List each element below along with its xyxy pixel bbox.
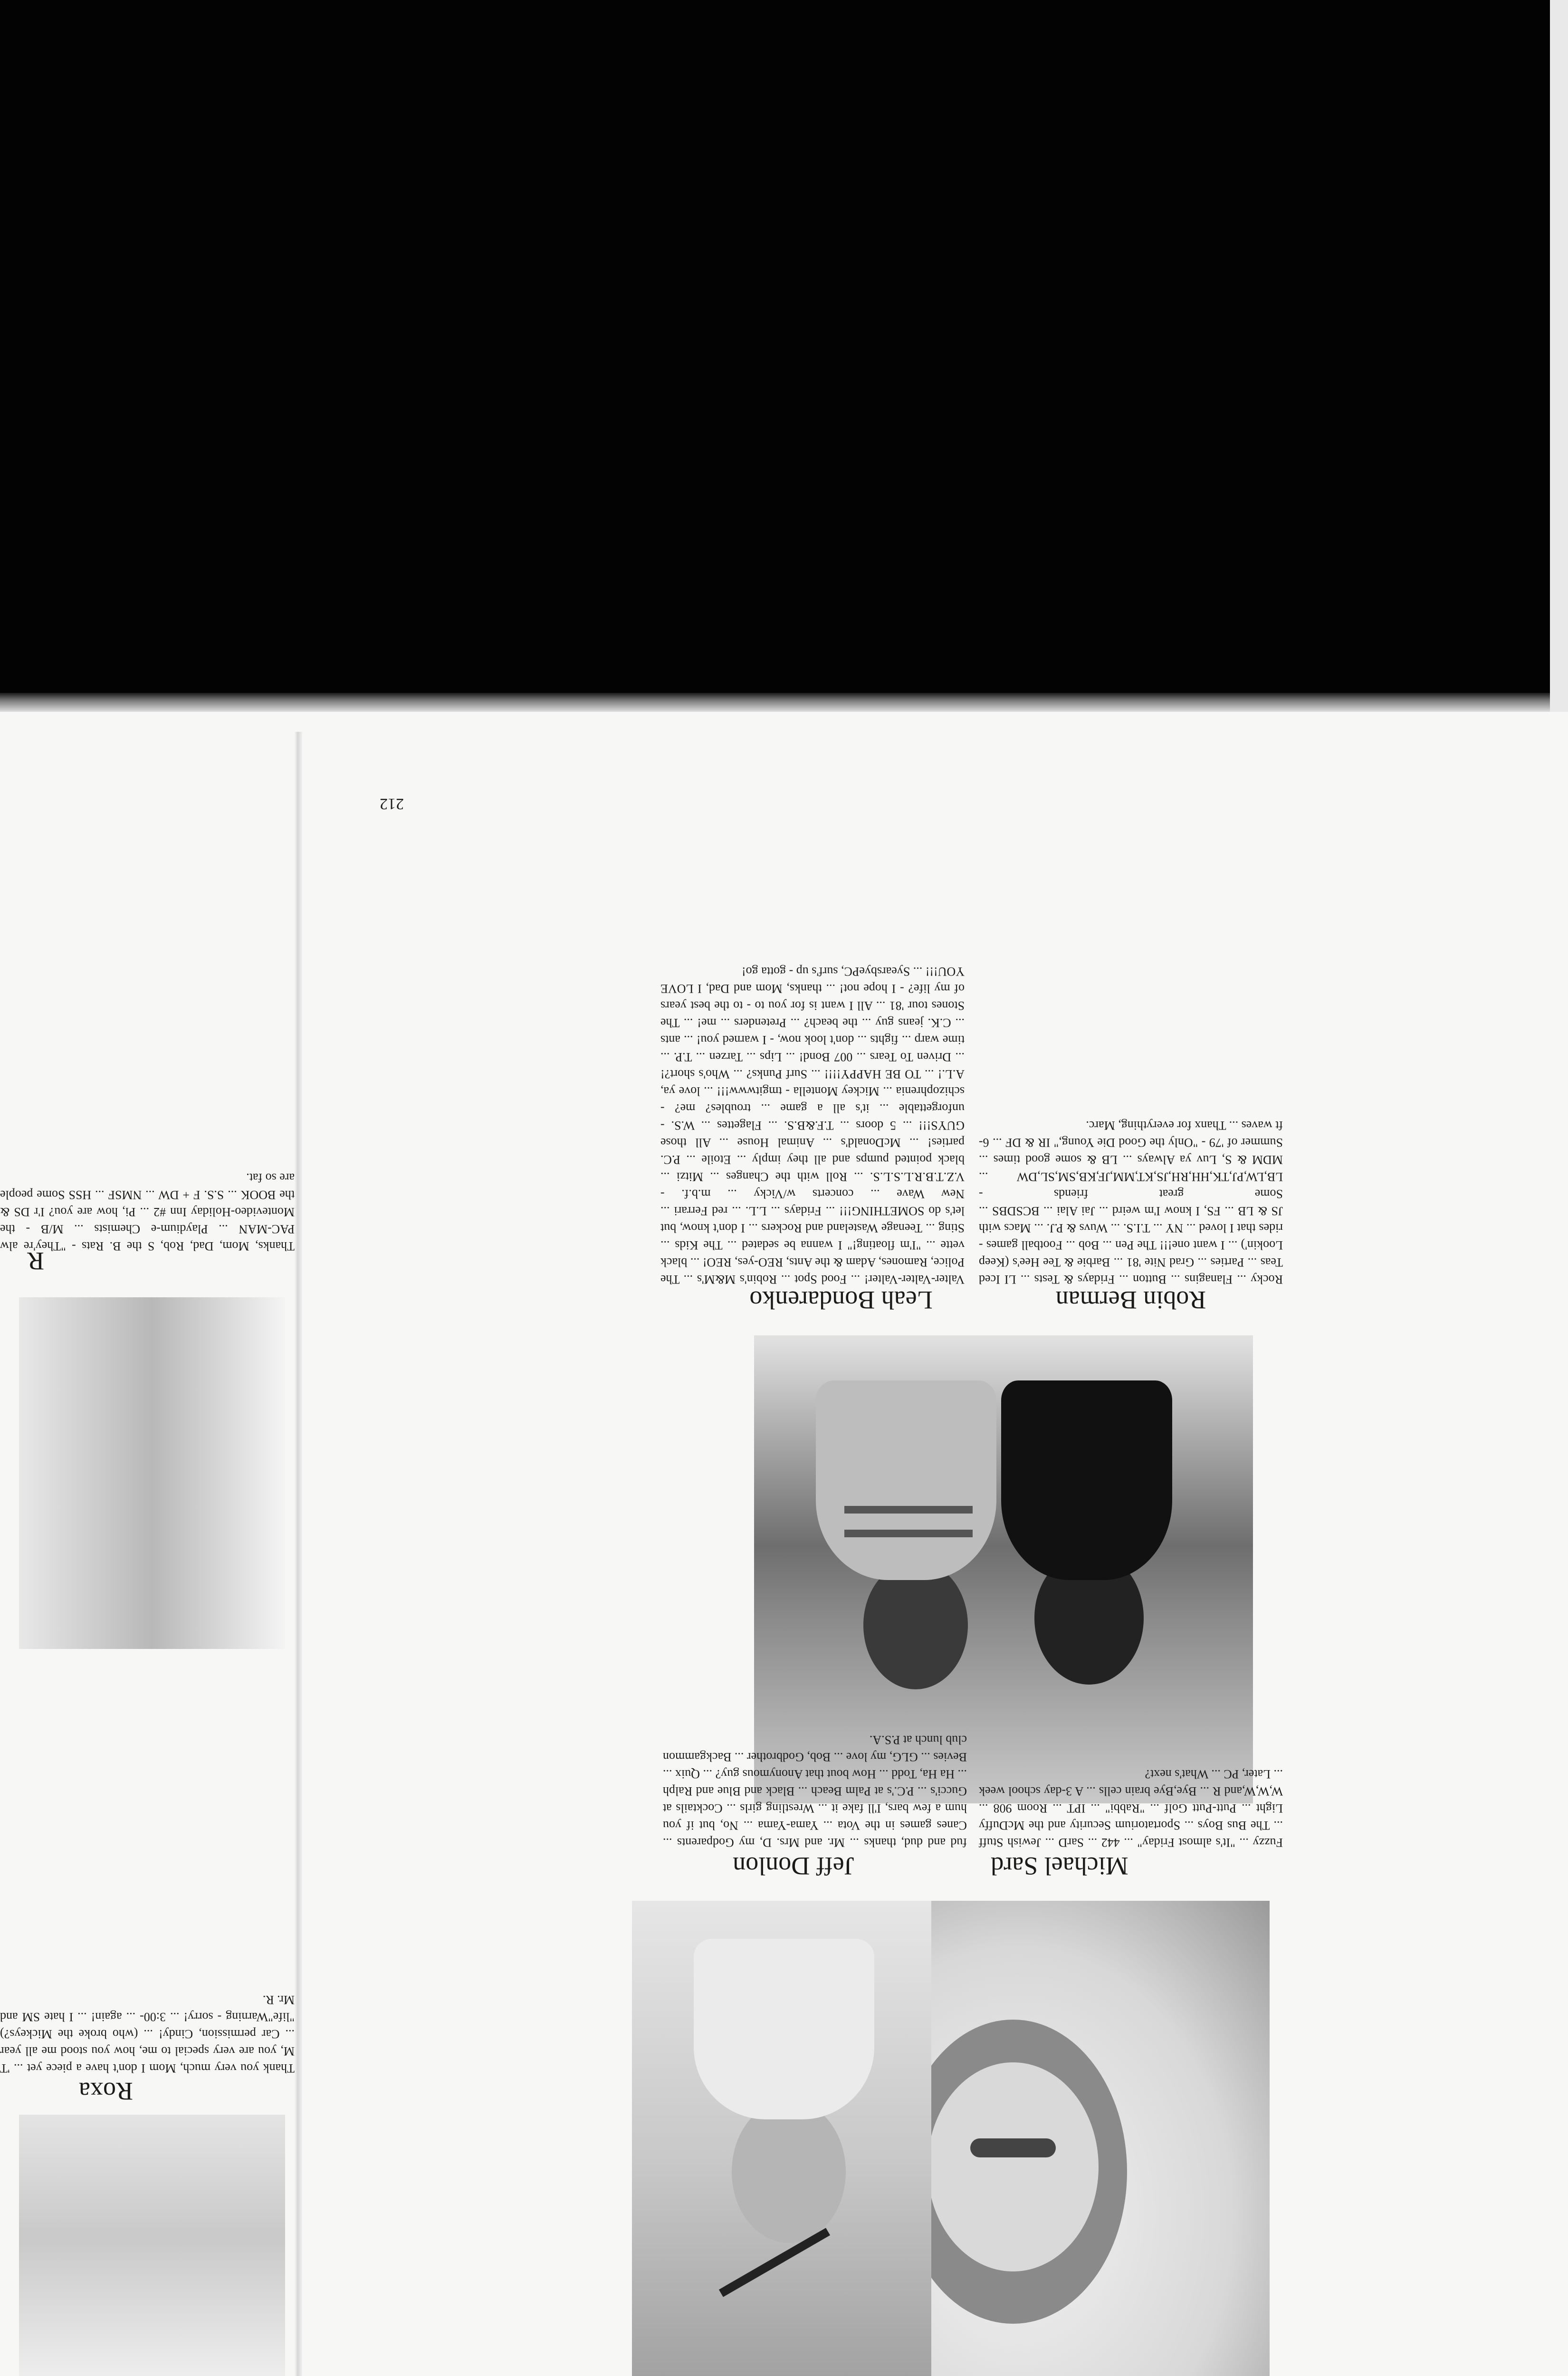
student-bio: Thank you very much, Mom I don't have a piece yet ... 'T M, you are very special to me, how you stood me all year ... Car permission, Cindy! ... (who broke the Mickeys?) "life"Warning - sorry! ... 3:00- ... again! ... I hate SM and Mr. R. [0,1993,295,2075]
page-number: 212 [380,795,404,813]
student-name: Robin Berman [1055,1286,1206,1314]
student-name: Roxa [79,2077,133,2106]
student-name: Leah Bondarenko [749,1286,933,1314]
page-gutter [295,732,302,2376]
photo-jeff-donlon [632,1901,931,2376]
photo-fragment-lower [19,2115,285,2376]
student-name: R [27,1247,45,1275]
photo-fragment-upper [19,1297,285,1649]
student-bio: fud and dud, thanks ... Mr. and Mrs. D, my Godparents ... Canes games in the Vota ... Yama-Yama ... No, but if you hum a few bars, I'll fake it ... Wrestling girls ... Cocktails at Gucci's ... P.C.'s at Palm Beach ... Black and Blue and Ralph ... Ha Ha, Todd ... How bout that Anonymous guy? ... Quix ... Bevies ... GLG, my love ... Bob, Godbrother ... Backgammon club lunch at P.S.A. [663,1733,967,1849]
facing-page-black [0,0,1550,712]
student-name: Jeff Donlon [733,1852,854,1880]
student-bio: Fuzzy ... "It's almost Friday" ... 442 ... SarD ... Jewish Stuff ... The Bus Boys ... Sportatorium Security and the McDuffy Light ... Putt-Putt Golf ... "Rabbi" ... IPT ... Room 908 ... W,W,W,and R ... Bye,Bye brain cells ... A 3-day school week ... Later, PC ... What's next? [979,1767,1283,1849]
book-binding [1550,0,1568,712]
student-bio: Valter-Valter-Valter! ... Food Spot ... Robin's M&M's ... The Police, Ramones, Adam & the Ants, REO-yes, REO! ... black vette ... "I'm floating!" I wanna be sedated ... The Kids ... Sting ... Teenage Wasteland and Rockers ... I don't know, but let's do SOMETHING!!! ... Fridays ... L.L. ... red Ferrari ... New Wave ... concerts w/Vicky ... m.b.f. - V.Z.T.B.R.L.S.L.S. ... Roll with the Changes ... Mitzi ... black pointed pumps and all they imply ... Etoile ... P.C. parties! ... McDonald's ... Animal House ... All those GUYS!!! ... 5 doors ... T.F.&B.S. ... Flagettes ... W.S. - unforgettable ... it's all a game ... troubles? me? - schizophrenia ... Mickey Montella - tmgitwww!!! ... love ya, A.L.! ... TO BE HAPPY!!!! ... Surf Punks? ... Who's short?! ... Driven To Tears ... 007 Bond! ... Lips ... Tarzen ... T.P. ... time warp ... fights ... don't look now, - I warned you! ... ants ... C.K. jeans guy ... the beach? ... Pretenders ... me! ... The Stones tour '81 ... All I want is for you to - to the best years of my life? - I hope not! ... thanks, Mom and Dad, I LOVE YOU!!! ... SyearsbyePC, surf's up - gotta go! [660,965,965,1286]
rotated-spread [0,712,1568,2376]
student-bio: Rocky ... Flanagins ... Button ... Fridays & Tests ... LI Iced Teas ... Parties ... Grad Nite '81 ... Barbie & Tee Hee's (Keep Lookin') ... I want one!!! The Pen ... Bob ... Football games - rides that I loved ... NY ... T.I.S. ... Wuvs & P.J. ... Macs with JS & LB ... FS, I know I'm weird ... Jai Alai ... BCSDBS ... Some great friends - LB,LW,PJ,TK,HH,RH,JS,KT,MM,JF,KB,SM,SL,DW ... MDM & S, Luv ya Always ... LB & some good times ... Summer of '79 - "Only the Good Die Young," IR & DF ... 6-ft waves ... Thanx for everything, Marc. [979,1119,1283,1286]
student-name: Michael Sard [991,1852,1128,1880]
student-bio: Thanks, Mom, Dad, Rob, S the B. Rats - "They're alw PAC-MAN ... Playdium-e Chemists ... M/B - the Montevideo-Holiday Inn #2 ... Pi, how are you? I'r DS & the BOOK ... S.S. F + DW ... NMSF ... HSS Some people are so fat. [0,1171,295,1253]
